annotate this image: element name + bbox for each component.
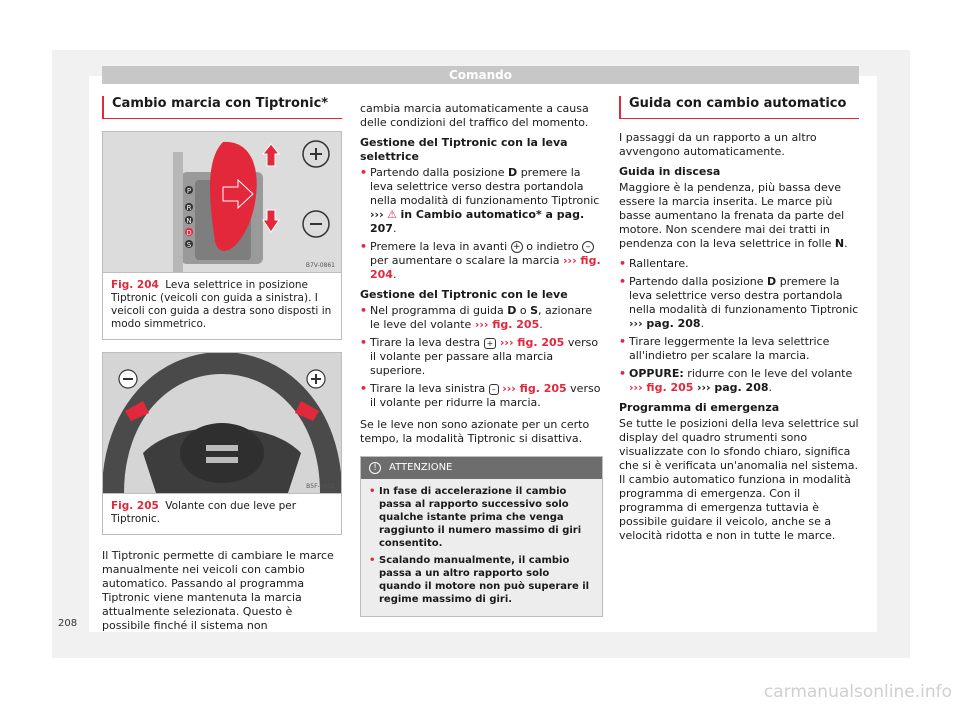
column-left [102,96,342,639]
intro-paragraph: I passaggi da un rapporto a un altro avvengono automaticamente. [619,131,817,158]
figure-number: Fig. 204 [111,279,159,291]
gear-letter-r: R [186,204,192,212]
gear-letter-p: P [186,187,192,195]
ref-link[interactable]: ››› fig. 205 [502,382,567,395]
gear-lever-svg [103,132,341,272]
gear-letter-s: S [186,241,192,249]
section-title-automatic: Guida con cambio automatico [619,96,859,119]
list-item: • Partendo dalla posizione D premere la leva selettrice verso destra portandola nella modalità di funzionamento Tiptronic ››› pag. 208. [619,275,859,331]
list-item: • Tirare la leva destra + ››› fig. 205 verso il volante per passare alla marcia superiore. [360,336,603,378]
figure-number: Fig. 205 [111,500,159,512]
steering-wheel-illustration [103,353,341,493]
downhill-paragraph: Maggiore è la pendenza, più bassa deve essere la marcia inserita. Le marce più basse aumentano la frenata da parte del motore. Non scendere mai dei tratti in pendenza con la leva selettrice in folle N. [619,181,848,250]
page-number: 208 [58,618,78,629]
caption-text: Leva selettrice in posizione Tiptronic (veicoli con guida a sinistra). I veicoli con guida a destra sono disposti in modo simmetrico. [111,279,332,330]
subheading-selector-lever: Gestione del Tiptronic con la leva selettrice [360,136,568,163]
warning-body [361,479,602,616]
warning-box [360,456,603,617]
closing-paragraph: Se le leve non sono azionate per un certo tempo, la modalità Tiptronic si disattiva. [360,418,590,445]
list-item: • In fase di accelerazione il cambio passa al rapporto successivo solo qualche istante prima che venga raggiunto il numero massimo di giri consentito. [369,485,594,550]
header-title: Comando [448,68,513,82]
intro-paragraph: Il Tiptronic permette di cambiare le marce manualmente nei veicoli con cambio automatico. Passando al programma Tiptronic viene mantenuta la marcia attualmente selezionata. Questo è possibile finché il sistema non [102,549,334,632]
column-right [619,96,859,549]
minus-key-icon: – [489,384,499,395]
subheading-paddles: Gestione del Tiptronic con le leve [360,288,568,301]
list-item: • Scalando manualmente, il cambio passa a un altro rapporto solo quando il motore non può superare il regime massimo di giri. [369,554,594,606]
figure-204-caption [103,272,341,339]
list-item: • Tirare la leva sinistra – ››› fig. 205 verso il volante per ridurre la marcia. [360,382,603,410]
figure-205-caption [103,493,341,534]
gear-letter-d: D [186,229,192,237]
gear-letter-n: N [186,217,192,225]
ref-link[interactable]: ››› fig. 205 [474,318,540,331]
fig205-code: B5F-0402 [306,483,335,490]
subheading-downhill: Guida in discesa [619,165,721,178]
ref-link[interactable]: ››› fig. 204 [370,254,601,281]
watermark: carmanualsonline.info [763,682,952,702]
info-icon: ! [369,462,381,474]
emergency-paragraph: Se tutte le posizioni della leva selettrice sul display del quadro strumenti sono visualizzate con lo sfondo chiaro, significa che si è verificata un'anomalia nel sistema. Il cambio automatico funziona in modalità programma di emergenza. Con il programma di emergenza tuttavia è possibile guidare il veicolo, anche se a velocità ridotta e non in tutte le marce. [619,417,859,542]
figure-204 [102,131,342,340]
caption-text: Volante con due leve per Tiptronic. [111,500,297,525]
list-item: • Tirare leggermente la leva selettrice all'indietro per scalare la marcia. [619,335,859,363]
ref-link[interactable]: ››› fig. 205 [629,381,694,394]
warning-triangle-icon: ⚠ [387,208,397,221]
list-item: • Partendo dalla posizione D premere la leva selettrice verso destra portandola nella modalità di funzionamento Tiptronic ››› ⚠ in Cambio automatico* a pag. 207. [360,166,603,236]
plus-key-icon: + [484,338,497,349]
subheading-emergency: Programma di emergenza [619,401,780,414]
fig204-code: B7V-0861 [305,262,335,269]
column-middle [360,102,603,617]
ref-link[interactable]: in Cambio automatico* a pag. 207 [370,208,585,235]
list-item: • Rallentare. [619,257,859,271]
plus-key-icon: + [511,241,523,253]
minus-key-icon: – [582,241,594,253]
ref-link[interactable]: ››› pag. 208 [696,381,769,394]
list-item: • Premere la leva in avanti + o indietro – per aumentare o scalare la marcia ››› fig. 204. [360,240,603,282]
ref-link[interactable]: ››› pag. 208 [629,317,701,330]
steering-wheel-svg [103,353,341,493]
warning-header [361,457,602,479]
section-title-tiptronic: Cambio marcia con Tiptronic* [102,96,342,119]
list-item: • Nel programma di guida D o S, azionare le leve del volante ››› fig. 205. [360,304,603,332]
warning-title: ATTENZIONE [389,462,453,473]
continued-paragraph: cambia marcia automaticamente a causa delle condizioni del traffico del momento. [360,102,589,129]
list-item: • OPPURE: ridurre con le leve del volante ››› fig. 205 ››› pag. 208. [619,367,859,395]
gear-lever-illustration [103,132,341,272]
figure-205 [102,352,342,535]
ref-link[interactable]: ››› fig. 205 [499,336,565,349]
